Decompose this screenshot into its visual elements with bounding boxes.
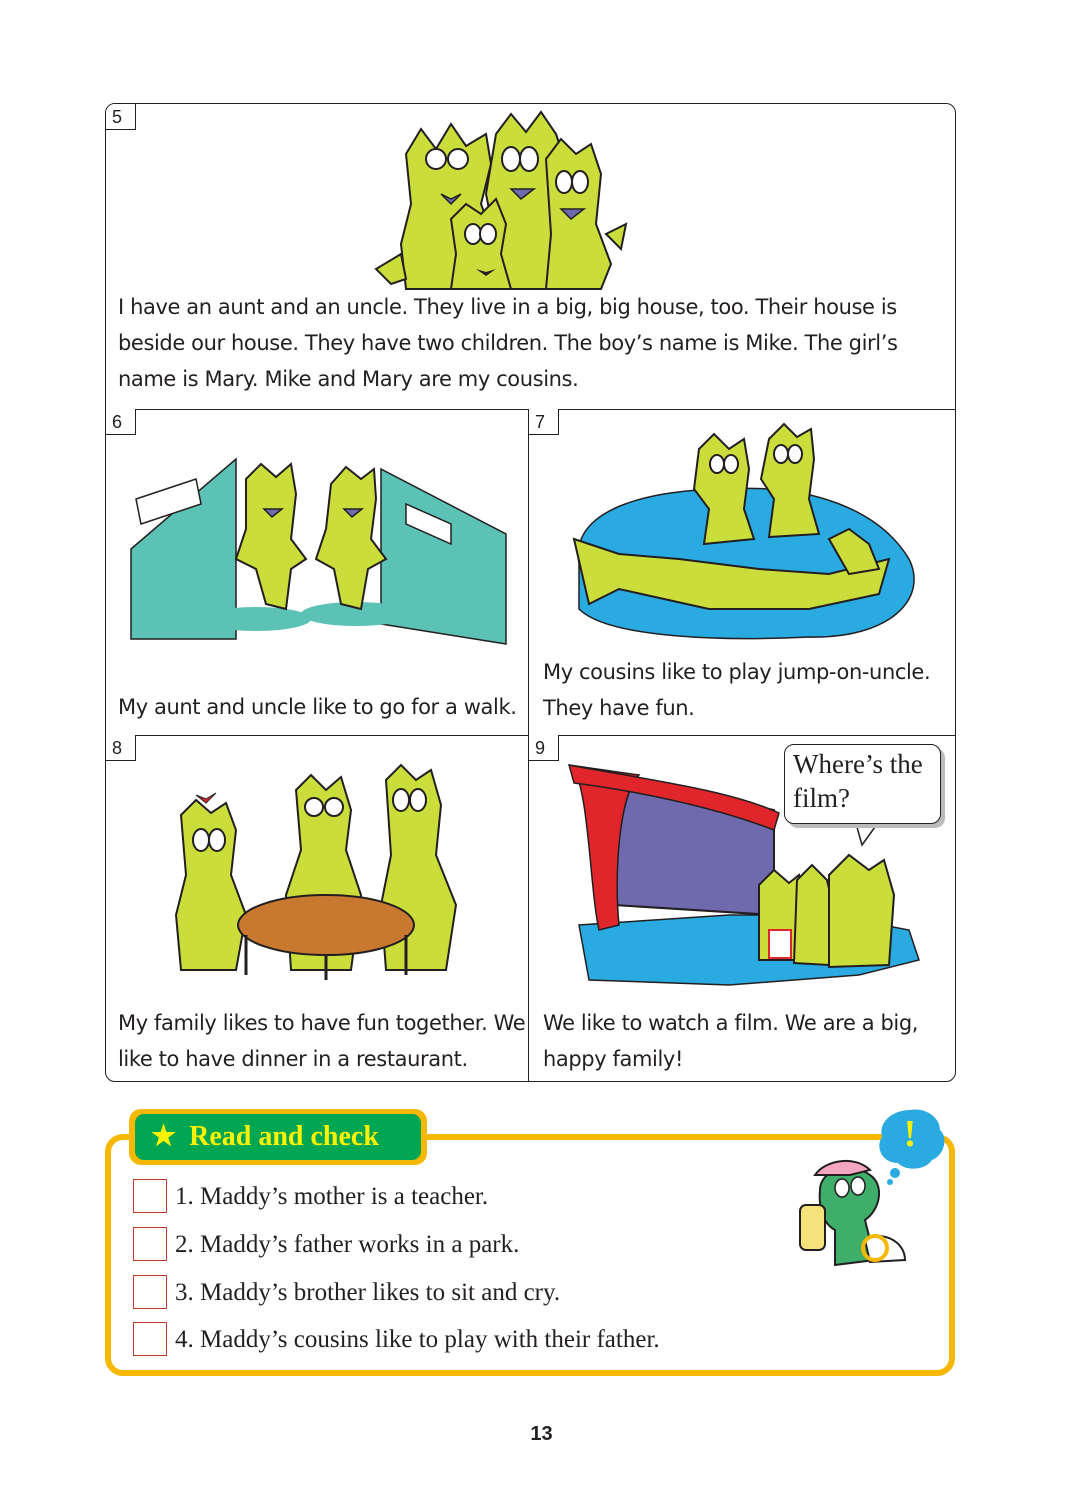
page-number: 13 xyxy=(530,1423,553,1445)
speech-bubble-tail xyxy=(850,820,890,850)
check-item-text: 1. Maddy’s mother is a teacher. xyxy=(175,1183,489,1210)
panel-number: 9 xyxy=(529,735,559,761)
speech-bubble xyxy=(784,744,941,824)
text-line: We like to watch a film. We are a big, xyxy=(543,1011,919,1035)
story-grid xyxy=(105,103,956,1082)
text-line: They have fun. xyxy=(543,696,695,720)
panel-number: 6 xyxy=(106,409,136,435)
panel-text xyxy=(118,289,898,397)
checkbox[interactable] xyxy=(133,1227,167,1261)
panel-number: 7 xyxy=(529,409,559,435)
speech-line: Where’s the xyxy=(793,749,923,779)
checkbox[interactable] xyxy=(133,1275,167,1309)
text-line: I have an aunt and an uncle. They live in a big, big house, too. Their house is xyxy=(118,295,897,319)
star-icon: ★ xyxy=(151,1121,177,1152)
exercise-title xyxy=(135,1114,421,1160)
panel-8 xyxy=(106,735,528,1082)
panel-5 xyxy=(106,104,956,409)
checkbox[interactable] xyxy=(133,1322,167,1356)
panel-number: 5 xyxy=(106,104,136,130)
text-line: My family likes to have fun together. We xyxy=(118,1011,526,1035)
panel-text xyxy=(543,654,930,726)
text-line: My aunt and uncle like to go for a walk. xyxy=(118,695,517,719)
text-line: beside our house. They have two children. The boy’s name is Mike. The girl’s xyxy=(118,331,898,355)
badge-text: ! xyxy=(903,1113,917,1155)
exercise-title-text: Read and check xyxy=(189,1121,379,1152)
speech-line: film? xyxy=(793,783,850,813)
text-line: like to have dinner in a restaurant. xyxy=(118,1047,468,1071)
checkbox[interactable] xyxy=(133,1179,167,1213)
panel-number: 8 xyxy=(106,735,136,761)
text-line: My cousins like to play jump-on-uncle. xyxy=(543,660,931,684)
panel-7 xyxy=(529,409,956,735)
panel-text xyxy=(543,1005,918,1077)
check-item-text: 2. Maddy’s father works in a park. xyxy=(175,1231,520,1258)
check-item-text: 3. Maddy’s brother likes to sit and cry. xyxy=(175,1279,561,1306)
panel-6 xyxy=(106,409,528,735)
check-item-text: 4. Maddy’s cousins like to play with their father. xyxy=(175,1326,660,1353)
text-line: name is Mary. Mike and Mary are my cousins. xyxy=(118,367,579,391)
panel-text xyxy=(118,1005,525,1077)
dinosaur-mascot-illustration xyxy=(780,1150,920,1270)
walk-illustration xyxy=(106,409,528,735)
panel-text xyxy=(118,689,517,725)
text-line: happy family! xyxy=(543,1047,683,1071)
